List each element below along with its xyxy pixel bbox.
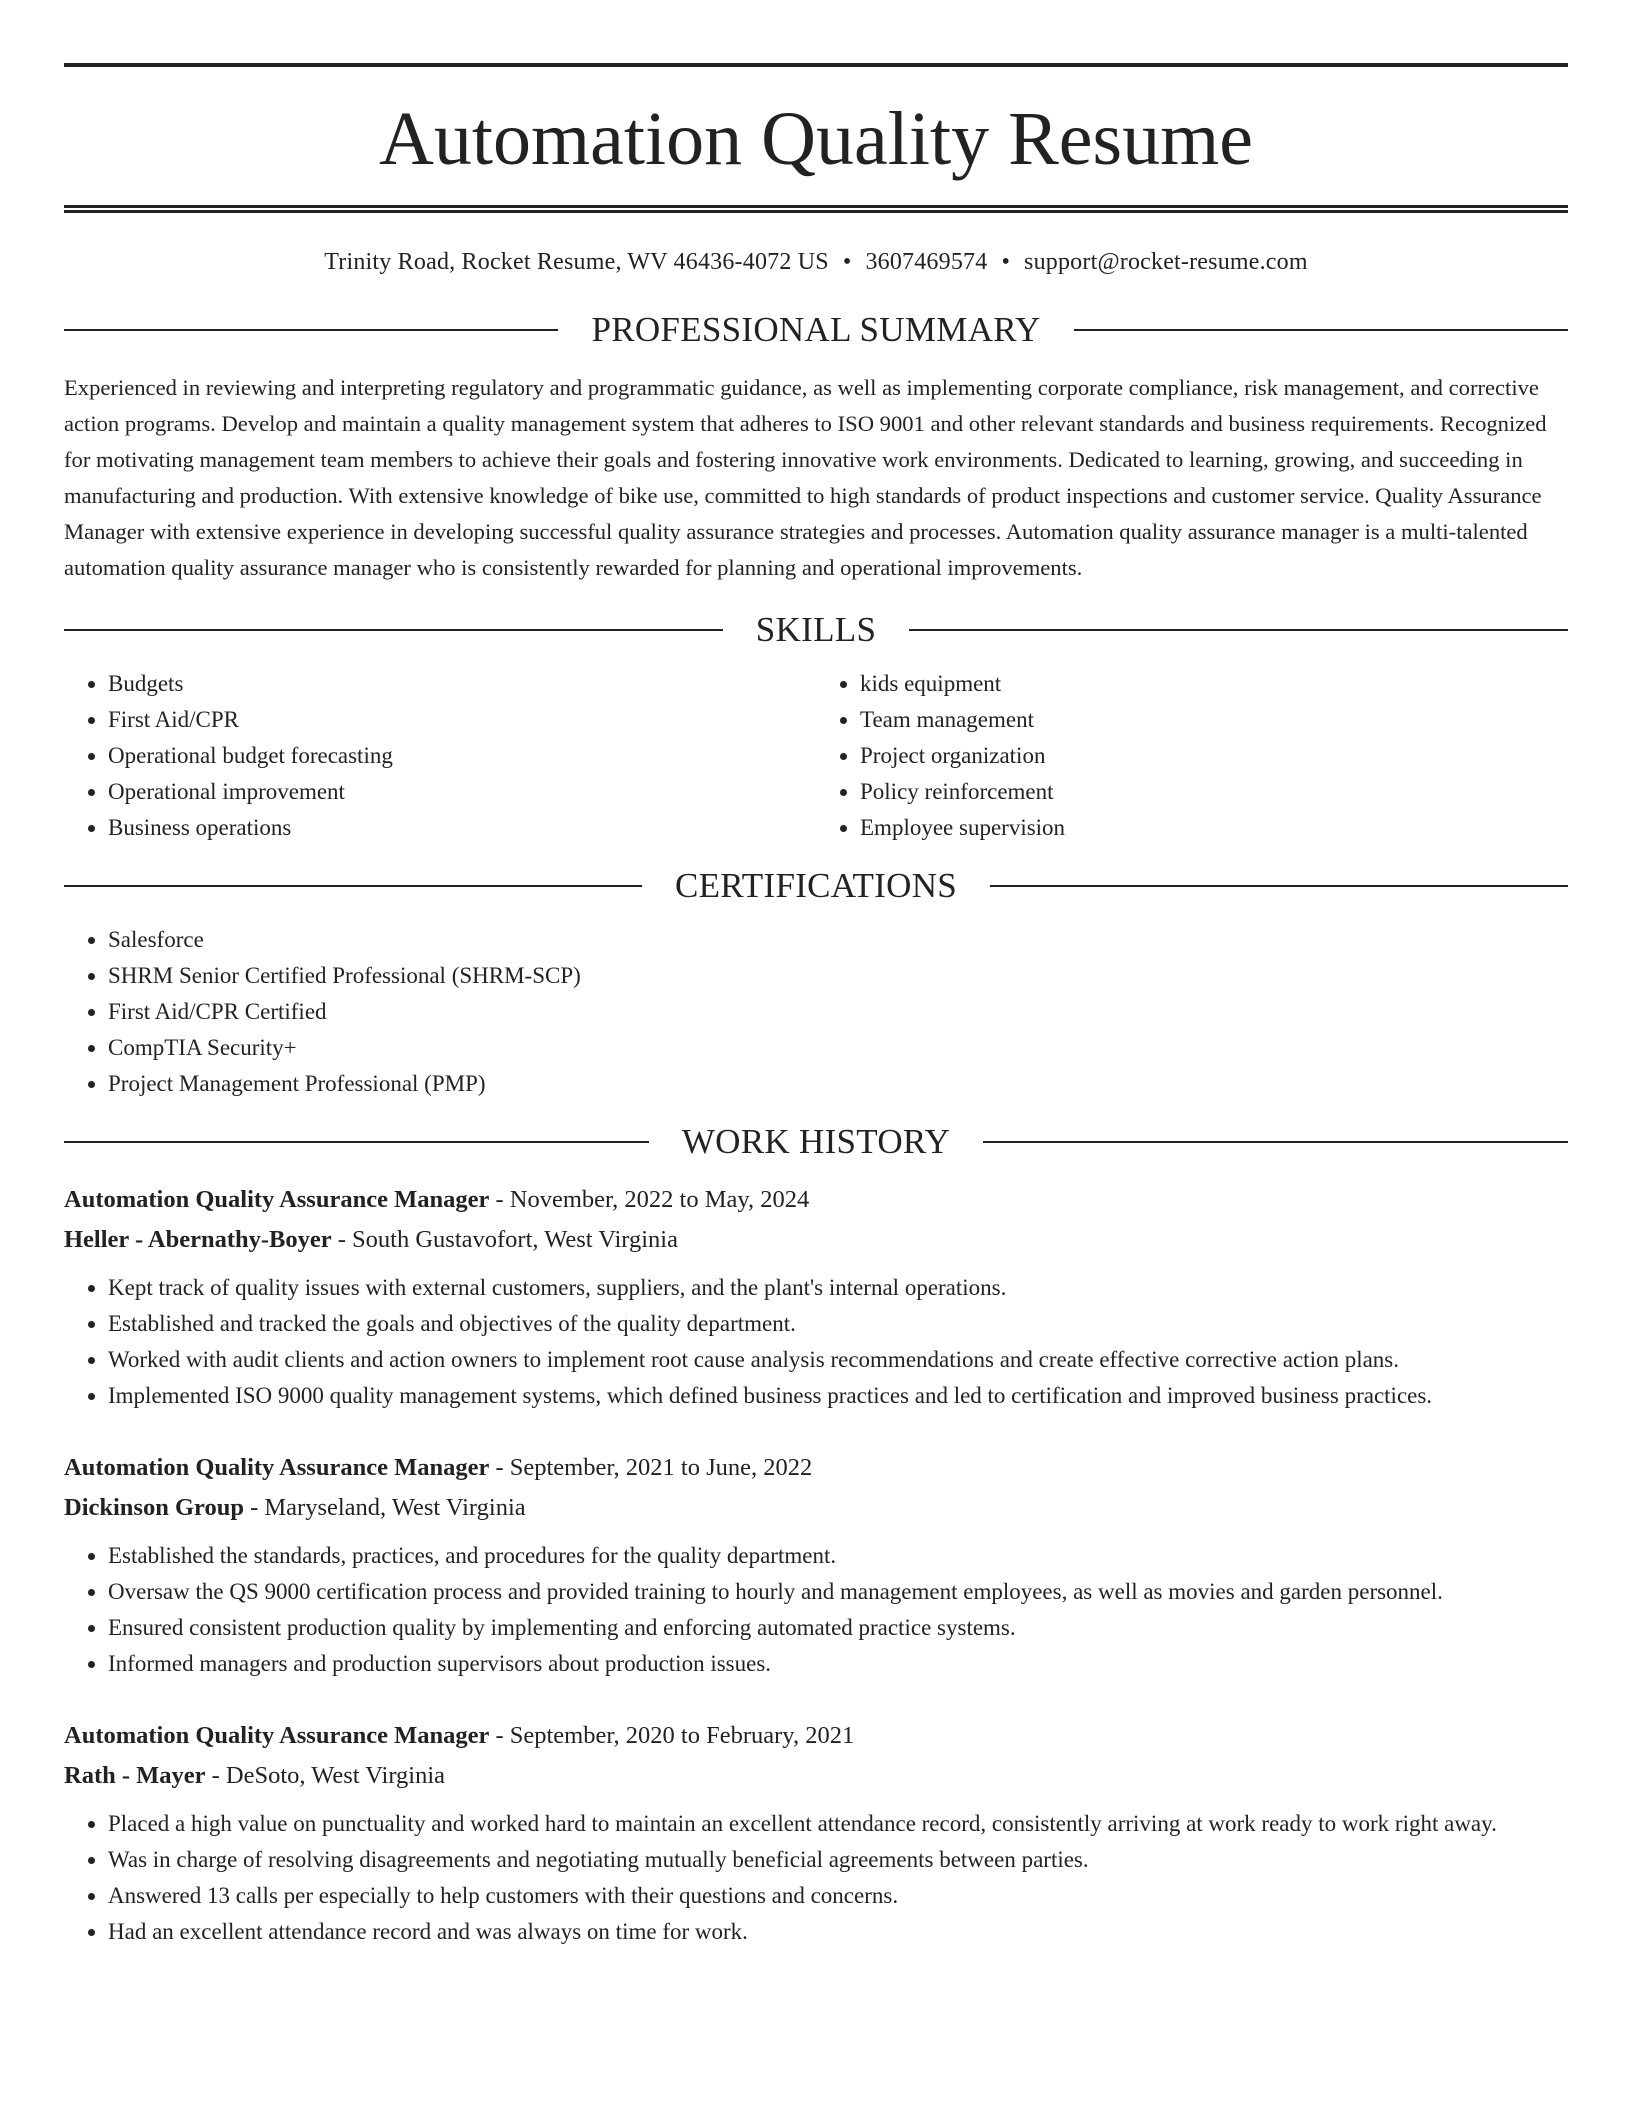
title-double-rule <box>64 205 1568 213</box>
skills-heading: SKILLS <box>755 610 877 649</box>
job-company: Dickinson Group <box>64 1494 244 1521</box>
job-bullet: • Worked with audit clients and action owners to implement root cause analysis recommendations and create effective corrective action plans. <box>108 1342 1568 1378</box>
contact-address: Trinity Road, Rocket Resume, WV 46436-4072 US <box>324 249 829 275</box>
heading-rule-right <box>1074 329 1568 331</box>
skill-item: • Project organization <box>860 738 1568 774</box>
heading-rule-left <box>64 1141 649 1143</box>
skills-column-right <box>816 666 1568 846</box>
job-title: Automation Quality Assurance Manager <box>64 1454 490 1481</box>
skill-item: • Employee supervision <box>860 810 1568 846</box>
skills-section-heading <box>64 610 1568 650</box>
work-heading: WORK HISTORY <box>681 1122 951 1161</box>
job-dates: - September, 2020 to February, 2021 <box>489 1722 855 1749</box>
job-entry <box>64 1716 1568 1950</box>
skill-item: • Business operations <box>108 810 816 846</box>
heading-rule-left <box>64 629 723 631</box>
job-location: - DeSoto, West Virginia <box>205 1762 446 1789</box>
job-entry <box>64 1180 1568 1414</box>
summary-section-heading <box>64 310 1568 350</box>
job-title-line <box>64 1180 1568 1220</box>
contact-email: support@rocket-resume.com <box>1024 249 1308 275</box>
job-dates: - November, 2022 to May, 2024 <box>489 1186 810 1213</box>
job-company-line <box>64 1488 1568 1528</box>
certification-item: • Salesforce <box>108 922 1568 958</box>
job-bullet: • Was in charge of resolving disagreements and negotiating mutually beneficial agreements between parties. <box>108 1842 1568 1878</box>
skills-column-left <box>64 666 816 846</box>
job-bullet: • Implemented ISO 9000 quality management systems, which defined business practices and led to certification and improved business practices. <box>108 1378 1568 1414</box>
contact-phone: 3607469574 <box>865 249 988 275</box>
skills-list <box>64 666 1568 846</box>
job-entry <box>64 1448 1568 1682</box>
work-section-heading <box>64 1122 1568 1162</box>
job-bullet: • Kept track of quality issues with external customers, suppliers, and the plant's internal operations. <box>108 1270 1568 1306</box>
certifications-heading: CERTIFICATIONS <box>674 866 958 905</box>
contact-separator: • <box>842 249 852 275</box>
contact-separator: • <box>1001 249 1011 275</box>
heading-rule-right <box>983 1141 1568 1143</box>
resume-title: Automation Quality Resume <box>379 97 1253 181</box>
certifications-list <box>64 922 1568 1102</box>
contact-line <box>64 249 1568 276</box>
top-rule <box>64 63 1568 67</box>
job-title: Automation Quality Assurance Manager <box>64 1722 490 1749</box>
job-bullet: • Had an excellent attendance record and was always on time for work. <box>108 1914 1568 1950</box>
job-bullet: • Answered 13 calls per especially to help customers with their questions and concerns. <box>108 1878 1568 1914</box>
job-bullet: • Placed a high value on punctuality and worked hard to maintain an excellent attendance record, consistently arriving at work ready to work right away. <box>108 1806 1568 1842</box>
job-bullet: • Established the standards, practices, and procedures for the quality department. <box>108 1538 1568 1574</box>
job-title: Automation Quality Assurance Manager <box>64 1186 490 1213</box>
skill-item: • Budgets <box>108 666 816 702</box>
skill-item: • Policy reinforcement <box>860 774 1568 810</box>
job-company-line <box>64 1220 1568 1260</box>
job-company: Heller - Abernathy-Boyer <box>64 1226 332 1253</box>
summary-text: Experienced in reviewing and interpreting regulatory and programmatic guidance, as well as implementing corporate compliance, risk management, and corrective action programs. Develop and maintain a quality management system that adheres to ISO 9001 and other relevant standards and business requirements. Recognized for motivating management team members to achieve their goals and fostering innovative work environments. Dedicated to learning, growing, and succeeding in manufacturing and production. With extensive knowledge of bike use, committed to high standards of product inspections and customer service. Quality Assurance Manager with extensive experience in developing successful quality assurance strategies and processes. Automation quality assurance manager is a multi-talented automation quality assurance manager who is consistently rewarded for planning and operational improvements. <box>64 375 1547 580</box>
certifications-section-heading <box>64 866 1568 906</box>
skill-item: • Operational improvement <box>108 774 816 810</box>
certification-item: • SHRM Senior Certified Professional (SHRM-SCP) <box>108 958 1568 994</box>
certification-item: • CompTIA Security+ <box>108 1030 1568 1066</box>
job-bullet: • Informed managers and production supervisors about production issues. <box>108 1646 1568 1682</box>
skill-item: • First Aid/CPR <box>108 702 816 738</box>
job-bullets <box>64 1270 1568 1414</box>
job-company-line <box>64 1756 1568 1796</box>
heading-rule-right <box>909 629 1568 631</box>
certification-item: • First Aid/CPR Certified <box>108 994 1568 1030</box>
skill-item: • Operational budget forecasting <box>108 738 816 774</box>
job-bullet: • Established and tracked the goals and objectives of the quality department. <box>108 1306 1568 1342</box>
job-bullets <box>64 1806 1568 1950</box>
job-title-line <box>64 1448 1568 1488</box>
skill-item: • Team management <box>860 702 1568 738</box>
heading-rule-left <box>64 329 558 331</box>
job-dates: - September, 2021 to June, 2022 <box>489 1454 813 1481</box>
job-location: - Maryseland, West Virginia <box>243 1494 526 1521</box>
heading-rule-right <box>990 885 1568 887</box>
summary-heading: PROFESSIONAL SUMMARY <box>591 310 1041 349</box>
job-bullet: • Ensured consistent production quality by implementing and enforcing automated practice systems. <box>108 1610 1568 1646</box>
job-bullet: • Oversaw the QS 9000 certification process and provided training to hourly and management employees, as well as movies and garden personnel. <box>108 1574 1568 1610</box>
job-title-line <box>64 1716 1568 1756</box>
job-location: - South Gustavofort, West Virginia <box>331 1226 678 1253</box>
heading-rule-left <box>64 885 642 887</box>
certification-item: • Project Management Professional (PMP) <box>108 1066 1568 1102</box>
skill-item: • kids equipment <box>860 666 1568 702</box>
job-company: Rath - Mayer <box>64 1762 206 1789</box>
job-bullets <box>64 1538 1568 1682</box>
